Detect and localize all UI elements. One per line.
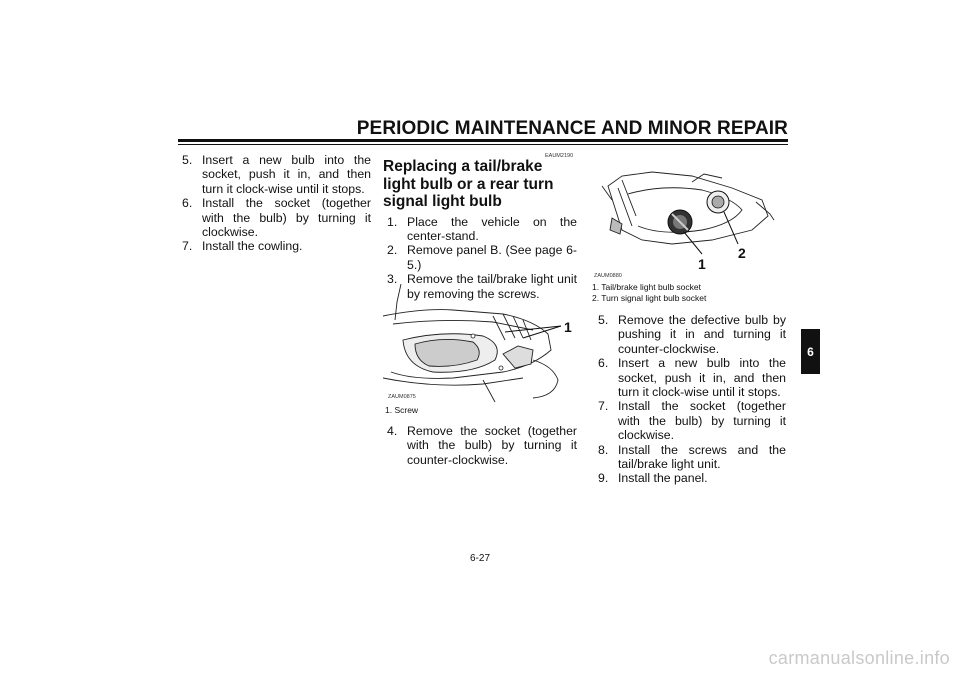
step-text: Install the panel. xyxy=(618,471,708,486)
tail-light-illustration xyxy=(383,280,577,404)
callout-number: 1 xyxy=(698,256,706,272)
step-8-right xyxy=(598,443,786,472)
step-text: Insert a new bulb into the socket, push it in, and then turn it clock-wise until it stops. xyxy=(618,356,786,400)
figure-captions xyxy=(592,282,786,304)
step-number: 4. xyxy=(387,424,398,438)
callout-number: 1 xyxy=(564,319,572,335)
callout-leader xyxy=(684,232,702,254)
watermark: carmanualsonline.info xyxy=(768,648,950,668)
step-6-left xyxy=(182,196,371,239)
bulb-socket-illustration xyxy=(592,166,786,274)
header-rule-thick xyxy=(178,139,788,142)
step-number: 8. xyxy=(598,442,609,457)
figure-code: ZAUM0875 xyxy=(388,394,416,400)
step-number: 3. xyxy=(387,272,398,287)
callout-number: 2 xyxy=(738,245,746,261)
step-number: 6. xyxy=(182,196,193,211)
step-text: Install the cowling. xyxy=(202,239,303,254)
step-number: 6. xyxy=(598,356,609,371)
figure-sockets xyxy=(592,166,786,274)
caption-2: 2. Turn signal light bulb socket xyxy=(592,293,707,303)
step-4 xyxy=(387,424,577,467)
figure-caption: 1. Screw xyxy=(385,405,419,415)
step-9-right xyxy=(598,471,786,485)
step-number: 7. xyxy=(598,399,609,414)
step-text: Remove the defective bulb by pushing it in and turning it counter-clockwise. xyxy=(618,313,786,356)
left-column xyxy=(182,153,371,254)
chapter-tab: 6 xyxy=(801,329,820,374)
step-7-left xyxy=(182,239,371,253)
step-number: 5. xyxy=(182,153,193,167)
right-column-text xyxy=(598,313,786,486)
figure-code: ZAUM0880 xyxy=(594,273,622,279)
step-1 xyxy=(387,215,577,244)
step-7-right xyxy=(598,399,786,442)
step-6-right xyxy=(598,356,786,399)
page-header-title: PERIODIC MAINTENANCE AND MINOR REPAIR xyxy=(356,118,788,139)
header-rule-thin xyxy=(178,144,788,145)
step-text: Insert a new bulb into the socket, push it in, and then turn it clock-wise until it stops. xyxy=(202,153,371,196)
step-text: Install the socket (together with the bulb) by turning it clockwise. xyxy=(618,399,786,443)
step-2 xyxy=(387,243,577,272)
step-number: 1. xyxy=(387,214,398,229)
step-text: Install the socket (together with the bulb) by turning it clockwise. xyxy=(202,196,371,240)
section-code: EAUM2190 xyxy=(545,153,574,159)
step-number: 7. xyxy=(182,239,193,254)
step-5-right xyxy=(598,313,786,356)
step-text: Install the screws and the tail/brake light unit. xyxy=(618,442,786,472)
step-number: 5. xyxy=(598,313,609,327)
step-number: 9. xyxy=(598,471,609,486)
step-text: Remove the socket (together with the bulb) by turning it counter-clockwise. xyxy=(407,424,577,467)
step-5-left xyxy=(182,153,371,196)
step-text: Remove panel B. (See page 6-5.) xyxy=(407,243,577,272)
figure-screws xyxy=(383,280,577,404)
section-heading: Replacing a tail/brake light bulb or a rear turn signal light bulb xyxy=(383,158,554,210)
middle-column-text-bottom xyxy=(387,424,577,467)
step-text: Remove the tail/brake light unit by removing the screws. xyxy=(407,272,577,301)
page-number: 6-27 xyxy=(469,553,490,564)
step-number: 2. xyxy=(387,243,398,258)
step-text: Place the vehicle on the center-stand. xyxy=(407,214,577,243)
caption-1: 1. Tail/brake light bulb socket xyxy=(592,282,701,292)
